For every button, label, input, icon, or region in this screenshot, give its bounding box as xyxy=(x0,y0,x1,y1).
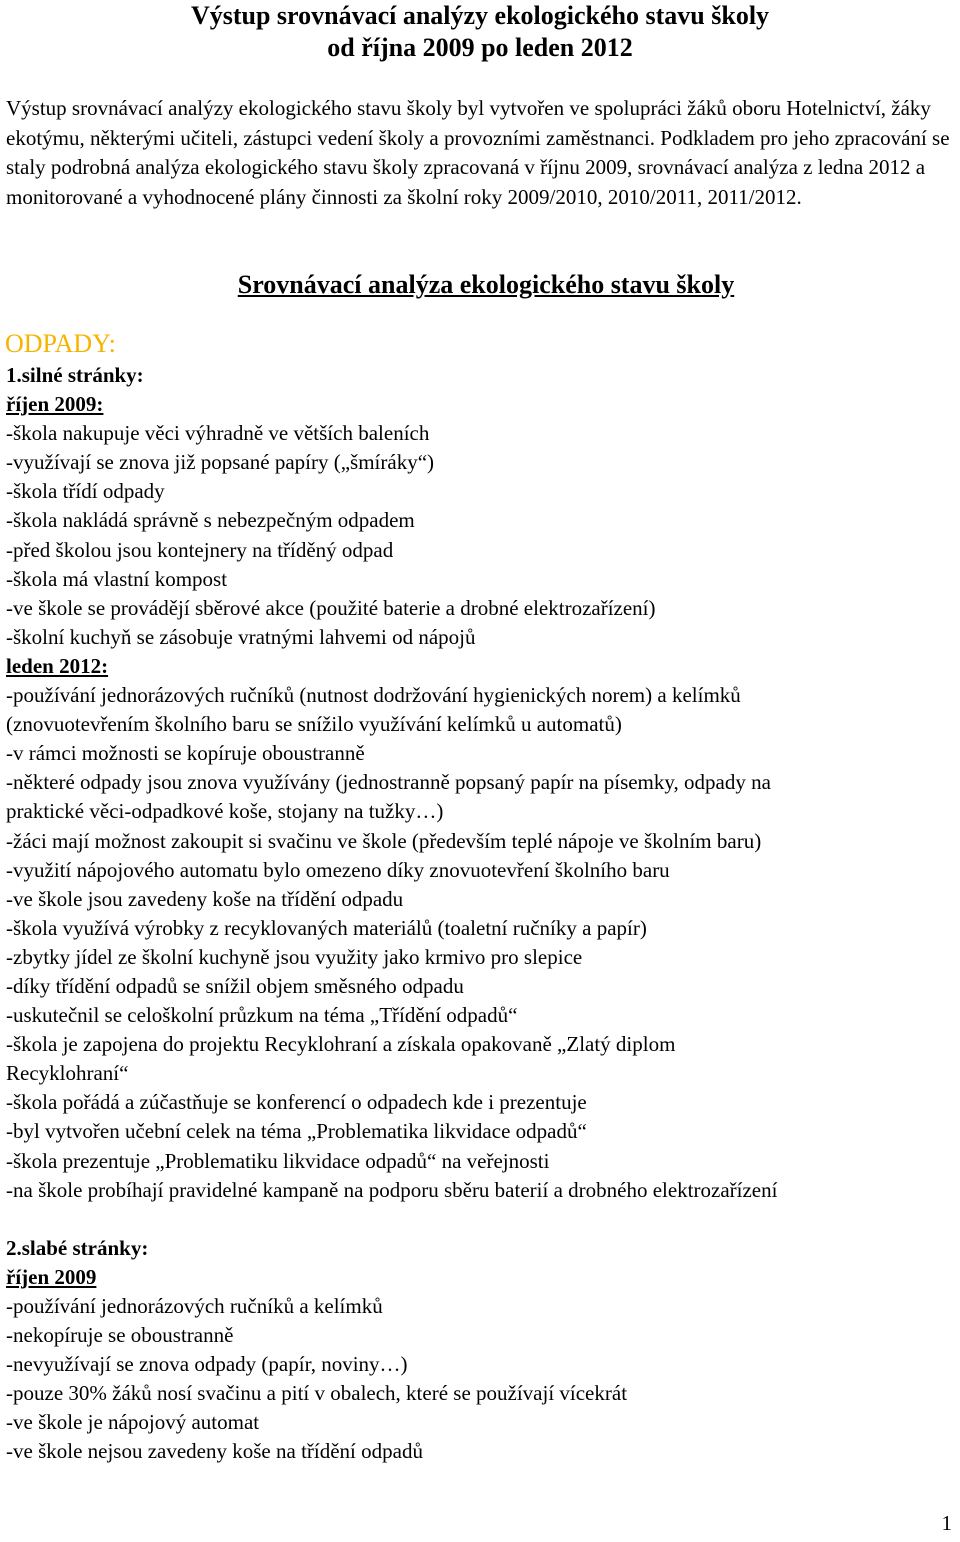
list-item: -používání jednorázových ručníků (nutnost dodržování hygienických norem) a kelímků xyxy=(6,683,741,708)
list-item: -před školou jsou kontejnery na tříděný odpad xyxy=(6,537,394,562)
list-item: -škola využívá výrobky z recyklovaných materiálů (toaletní ručníky a papír) xyxy=(6,915,647,940)
weaknesses-oct2009-list xyxy=(6,1292,956,1467)
list-item: (znovuotevřením školního baru se snížilo využívání kelímků u automatů) xyxy=(6,712,622,737)
list-item: -používání jednorázových ručníků a kelímků xyxy=(6,1294,383,1318)
list-item: -škola má vlastní kompost xyxy=(6,566,228,591)
list-item: -škola pořádá a zúčastňuje se konferencí o odpadech kde i prezentuje xyxy=(6,1090,587,1115)
document-title-line-2: od října 2009 po leden 2012 xyxy=(327,33,633,62)
page-number: 1 xyxy=(941,1511,952,1535)
list-item: -na škole probíhají pravidelné kampaně na podporu sběru baterií a drobného elektrozařízení xyxy=(6,1177,778,1202)
spacer xyxy=(6,1205,956,1234)
list-item: -ve škole je nápojový automat xyxy=(6,1410,260,1435)
list-item: -nekopíruje se oboustranně xyxy=(6,1323,234,1348)
list-item: -školní kuchyň se zásobuje vratnými lahvemi od nápojů xyxy=(6,624,476,649)
content-list xyxy=(6,361,956,1467)
list-item: -ve škole se provádějí sběrové akce (použité baterie a drobné elektrozařízení) xyxy=(6,595,656,620)
list-item: -škola nakládá správně s nebezpečným odpadem xyxy=(6,508,415,533)
list-item: -nevyužívají se znova odpady (papír, noviny…) xyxy=(6,1352,408,1377)
document-title-line-1: Výstup srovnávací analýzy ekologického stavu školy xyxy=(190,1,770,30)
strengths-jan2012-list xyxy=(6,681,956,1205)
category-heading: ODPADY: xyxy=(5,329,116,358)
list-item: -v rámci možnosti se kopíruje oboustranně xyxy=(6,741,365,766)
list-item: -některé odpady jsou znova využívány (jednostranně popsaný papír na písemky, odpady na xyxy=(6,770,771,795)
list-item: -škola nakupuje věci výhradně ve větších baleních xyxy=(6,421,430,446)
list-item: -zbytky jídel ze školní kuchyně jsou využity jako krmivo pro slepice xyxy=(6,944,583,969)
strengths-oct2009-list xyxy=(6,419,956,652)
list-item: Recyklohraní“ xyxy=(6,1061,129,1086)
list-item: -žáci mají možnost zakoupit si svačinu ve škole (především teplé nápoje ve školním baru) xyxy=(6,828,762,853)
weaknesses-oct2009-label: říjen 2009 xyxy=(6,1264,97,1289)
list-item: -ve škole nejsou zavedeny koše na třídění odpadů xyxy=(6,1439,423,1464)
list-item: -pouze 30% žáků nosí svačinu a pití v obalech, které se používají vícekrát xyxy=(6,1381,628,1406)
strengths-oct2009-label: říjen 2009: xyxy=(6,392,104,417)
list-item: -uskutečnil se celoškolní průzkum na téma „Třídění odpadů“ xyxy=(6,1003,518,1028)
strengths-heading: 1.silné stránky: xyxy=(6,363,144,387)
list-item: -byl vytvořen učební celek na téma „Problematika likvidace odpadů“ xyxy=(6,1119,587,1144)
list-item: -díky třídění odpadů se snížil objem směsného odpadu xyxy=(6,973,464,998)
section-heading: Srovnávací analýza ekologického stavu školy xyxy=(237,270,735,299)
list-item: -ve škole jsou zavedeny koše na třídění odpadu xyxy=(6,886,404,911)
list-item: -škola třídí odpady xyxy=(6,479,165,504)
strengths-jan2012-label: leden 2012: xyxy=(6,653,109,678)
list-item: -škola prezentuje „Problematiku likvidace odpadů“ na veřejnosti xyxy=(6,1148,550,1173)
weaknesses-heading: 2.slabé stránky: xyxy=(6,1235,149,1260)
list-item: -využívají se znova již popsané papíry („šmíráky“) xyxy=(6,450,435,475)
list-item: -škola je zapojena do projektu Recyklohraní a získala opakovaně „Zlatý diplom xyxy=(6,1032,676,1057)
list-item: -využití nápojového automatu bylo omezeno díky znovuotevření školního baru xyxy=(6,857,670,882)
intro-paragraph: Výstup srovnávací analýzy ekologického stavu školy byl vytvořen ve spolupráci žáků oboru Hotelnictví, žáky ekotýmu, některými učiteli, zástupci vedení školy a provozními zaměstnanci. Podkladem pro jeho zpracování se staly podrobná analýza ekologického stavu školy zpracovaná v říjnu 2009, srovnávací analýza z ledna 2012 a monitorované a vyhodnocené plány činnosti za školní roky 2009/2010, 2010/2011, 2011/2012. xyxy=(6,96,950,209)
list-item: praktické věci-odpadkové koše, stojany na tužky…) xyxy=(6,799,444,824)
